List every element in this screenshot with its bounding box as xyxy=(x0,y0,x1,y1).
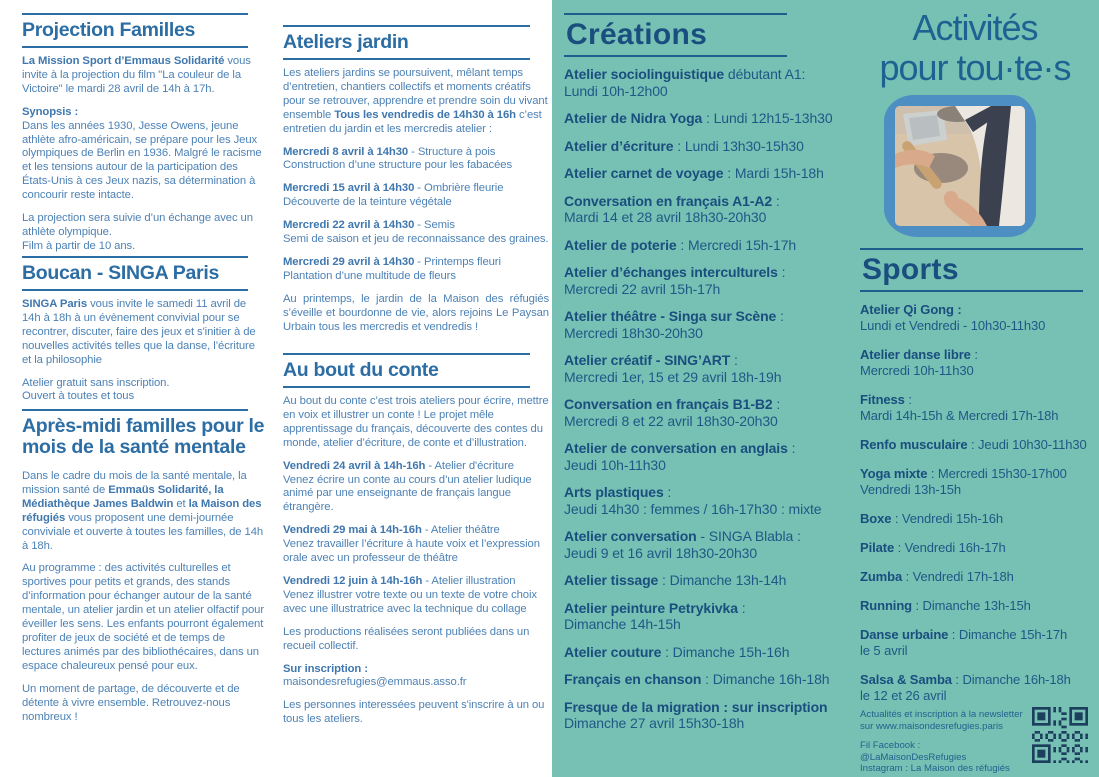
pottery-photo-illustration xyxy=(895,106,1025,226)
text: Découverte de la teinture végétale xyxy=(283,196,452,209)
newsletter-line1: Actualités et inscription à la newsletter xyxy=(860,709,1023,720)
text: Au bout du conte c’est trois ateliers pour écrire, mettre en voix et illustrer un conte ! Le projet mêle apprentissage du français, découverte des contes du monde, atelier d’écriture, de conte et d’illustration. xyxy=(283,395,549,449)
text: : xyxy=(772,396,781,412)
bold-text: la Maison des réfugiés xyxy=(22,497,262,524)
paragraph xyxy=(22,562,265,673)
text: Mercredi 18h30-20h30 xyxy=(564,324,703,341)
text: et xyxy=(173,497,189,510)
paragraph xyxy=(283,219,549,247)
flyer-section xyxy=(22,13,265,263)
text: : xyxy=(970,347,978,362)
text: : Vendredi 16h-17h xyxy=(894,540,1006,555)
bold-text: La Mission Sport d’Emmaus Solidarité xyxy=(22,55,225,67)
bold-text: Arts plastiques xyxy=(564,484,664,500)
section-heading: Après-midi familles pour le mois de la santé mentale xyxy=(22,415,265,458)
photo-frame xyxy=(884,95,1036,237)
bold-text: Boxe xyxy=(860,511,892,526)
text: : xyxy=(730,352,738,368)
sports-entry xyxy=(860,511,1088,527)
bold-text: SINGA Paris xyxy=(22,298,88,310)
section-heading: Projection Familles xyxy=(22,19,196,41)
text: Semi de saison et jeu de reconnaissance des graines. xyxy=(283,233,549,246)
text: Les ateliers jardins se poursuivent, mêlant temps d’entretien, chantiers collectifs et moments créatifs pour se retrouver, apprendre et prendre soin du vivant ensemble xyxy=(283,67,548,121)
bold-text: Atelier sociolinguistique xyxy=(564,66,725,82)
sports-entry xyxy=(860,598,1088,614)
rule-line xyxy=(22,46,248,48)
facebook-handle: Fil Facebook : @LaMaisonDesRefugies xyxy=(860,740,967,763)
text: : Mardi 15h-18h xyxy=(723,165,824,181)
rule-line xyxy=(564,55,787,57)
social-note xyxy=(860,740,1028,775)
creations-entry xyxy=(564,572,869,589)
text: c’est entretien du jardin et les mercredis atelier : xyxy=(283,108,542,135)
text: - Structure à pois xyxy=(408,145,496,158)
text: Venez écrire un conte au cours d’un atelier ludique animé par une enseignante de français langue étrangère. xyxy=(283,473,532,514)
text: Lundi et Vendredi - 10h30-11h30 xyxy=(860,318,1046,333)
creations-entry xyxy=(564,193,869,226)
text: débutant A1: xyxy=(724,66,806,82)
text: Au programme : des activités culturelles et sportives pour petits et grands, des stands d’information pour échanger autour de la santé mentale, un atelier jardin et un atelier olfactif pour éveiller les sens. Les enfants pourront également profiter de jeux de société et de temps de lectures animés par des bibliothécaires, dans un espace chaleureux pensé pour eux. xyxy=(22,562,265,672)
bold-text: Atelier d’échanges interculturels xyxy=(564,264,778,280)
section-heading: Au bout du conte xyxy=(283,359,439,381)
bold-text: Zumba xyxy=(860,569,903,584)
text: : Lundi 12h15-13h30 xyxy=(702,110,833,126)
bold-text: Fitness xyxy=(860,392,905,407)
sports-entry xyxy=(860,466,1088,498)
page-title xyxy=(850,8,1099,88)
bold-text: Atelier conversation xyxy=(564,528,697,544)
sports-entry xyxy=(860,569,1088,585)
page-title-line2: pour tou·te·s xyxy=(879,47,1071,88)
creations-entry xyxy=(564,308,869,341)
text: - Atelier d'écriture xyxy=(425,459,514,472)
paragraph xyxy=(22,298,265,368)
bold-text: Pilate xyxy=(860,540,895,555)
flyer-section xyxy=(283,353,549,736)
text: : Dimanche 13h-14h xyxy=(658,572,787,588)
creations-entry xyxy=(564,671,869,688)
text: : Vendredi 15h-16h xyxy=(891,511,1003,526)
column-left xyxy=(22,0,265,777)
creations-column xyxy=(564,0,869,777)
rule-line xyxy=(283,58,530,60)
bold-text: Salsa & Samba xyxy=(860,672,952,687)
creations-entry xyxy=(564,165,869,182)
paragraph xyxy=(283,626,549,654)
bold-text: Yoga mixte xyxy=(860,466,928,481)
creations-entry xyxy=(564,237,869,254)
text: maisondesrefugies@emmaus.asso.fr xyxy=(283,676,467,689)
section-heading-block xyxy=(283,353,549,388)
teal-panel xyxy=(552,0,1099,777)
bold-text: Mercredi 22 avril à 14h30 xyxy=(283,219,415,232)
text: Construction d’une structure pour les fabacées xyxy=(283,159,512,172)
footer xyxy=(860,707,1088,774)
text: Jeudi 14h30 : femmes / 16h-17h30 : mixte xyxy=(564,500,822,517)
text: vous proposent une demi-journée conviviale et ouverte à toutes les familles, de 14h à 18h. xyxy=(22,511,264,552)
creations-entry xyxy=(564,600,869,633)
flyer-section xyxy=(22,256,265,413)
bold-text: Atelier de poterie xyxy=(564,236,677,253)
rule-line xyxy=(22,289,248,291)
paragraph xyxy=(22,377,265,405)
right-column xyxy=(860,0,1090,777)
text: - SINGA Blabla : xyxy=(696,528,801,544)
newsletter-url: sur www.maisondesrefugies.paris xyxy=(860,720,1003,732)
text: Mardi 14h-15h & Mercredi 17h-18h xyxy=(860,408,1059,423)
creations-heading-block xyxy=(564,13,869,57)
creations-entry xyxy=(564,484,869,517)
newsletter-note xyxy=(860,709,1028,732)
flyer-section xyxy=(22,409,265,733)
text: - Printemps fleuri xyxy=(414,255,501,268)
text: Dans les années 1930, Jesse Owens, jeune athlète afro-américain, se prépare pour les Jeux olympiques de Berlin en 1936. Malgré le racisme et les tensions autour de la participation des États-Unis à ces Jeux nazis, sa détermination à concourir reste intacte. xyxy=(22,119,262,202)
sports-entry xyxy=(860,627,1088,659)
text: Les personnes interessées peuvent s'inscrire à un ou tous les ateliers. xyxy=(283,699,545,726)
creations-entry xyxy=(564,66,869,99)
bold-text: Atelier peinture Petrykivka xyxy=(564,599,738,616)
creations-entry xyxy=(564,699,869,732)
paragraph xyxy=(283,524,549,566)
bold-text: Renfo musculaire xyxy=(860,437,968,452)
paragraph xyxy=(283,395,549,451)
bold-text: Atelier danse libre xyxy=(860,347,971,362)
text: Venez travailler l’écriture à haute voix et l’expression orale avec un professeur de théâtre xyxy=(283,538,540,565)
bold-text: Conversation en français A1-A2 xyxy=(564,192,773,209)
paragraph xyxy=(283,182,549,210)
text: La projection sera suivie d’un échange avec un athlète olympique. xyxy=(22,212,253,238)
text: Mercredi 10h-11h30 xyxy=(860,363,974,378)
section-heading: Ateliers jardin xyxy=(283,31,409,53)
text: Mercredi 22 avril 15h-17h xyxy=(564,280,721,297)
flyer-section xyxy=(283,25,549,344)
text: - Atelier théâtre xyxy=(421,524,500,537)
text: Mercredi 1er, 15 et 29 avril 18h-19h xyxy=(564,368,782,385)
creations-entry xyxy=(564,644,869,661)
bold-text: Atelier Qi Gong : xyxy=(860,302,962,317)
text: Film à partir de 10 ans. xyxy=(22,239,136,252)
text: le 5 avril xyxy=(860,643,908,658)
text: Mercredi 8 et 22 avril 18h30-20h30 xyxy=(564,412,778,429)
paragraph xyxy=(283,663,549,691)
text: : Dimanche 16h-18h xyxy=(701,671,830,687)
creations-entry xyxy=(564,110,869,127)
sports-heading-block xyxy=(860,248,1088,292)
text: : Dimanche 15h-17h xyxy=(948,627,1068,642)
bold-text: Conversation en français B1-B2 xyxy=(564,396,773,412)
text: : Jeudi 10h30-11h30 xyxy=(967,437,1087,452)
text: : Mercredi 15h30-17h00 xyxy=(927,466,1067,481)
bold-text: Sur inscription : xyxy=(283,662,368,675)
text: Lundi 10h-12h00 xyxy=(564,82,668,99)
bold-text: Mercredi 29 avril à 14h30 xyxy=(283,255,415,268)
paragraph xyxy=(22,683,265,725)
section-heading-block xyxy=(283,25,549,60)
bold-text: Atelier de conversation en anglais xyxy=(564,440,788,456)
text: Vendredi 13h-15h xyxy=(860,482,962,497)
text: Mardi 14 et 28 avril 18h30-20h30 xyxy=(564,209,767,225)
bold-text: Tous les vendredis de 14h30 à 16h xyxy=(334,108,516,121)
text: Un moment de partage, de découverte et de détente à vivre ensemble. Retrouvez-nous nombreux ! xyxy=(22,682,240,723)
text: - Atelier illustration xyxy=(422,574,516,587)
sports-entry xyxy=(860,302,1088,334)
sports-entry xyxy=(860,392,1088,424)
paragraph xyxy=(22,470,265,553)
sports-entry xyxy=(860,540,1088,556)
bold-text: Mercredi 8 avril à 14h30 xyxy=(283,145,409,158)
paragraph xyxy=(283,575,549,617)
sports-section xyxy=(860,248,1088,717)
bold-text: Atelier carnet de voyage xyxy=(564,165,724,181)
text: : Dimanche 13h-15h xyxy=(912,598,1031,613)
footer-text xyxy=(860,709,1028,777)
text: Ouvert à toutes et tous xyxy=(22,390,134,403)
text: Atelier gratuit sans inscription. xyxy=(22,376,170,389)
text: : xyxy=(776,308,784,324)
page-title-line1: Activités xyxy=(912,7,1038,48)
creations-entry xyxy=(564,528,869,561)
bold-text: Atelier couture xyxy=(564,643,662,660)
section-heading: Boucan - SINGA Paris xyxy=(22,262,219,284)
text: : xyxy=(772,192,780,209)
bold-text: Atelier créatif - SING’ART xyxy=(564,352,731,368)
bold-text: Running xyxy=(860,598,913,613)
sports-entry xyxy=(860,437,1088,453)
sports-heading: Sports xyxy=(862,253,959,286)
creations-entry xyxy=(564,396,869,429)
bold-text: Vendredi 24 avril à 14h-16h xyxy=(283,459,426,472)
text: Dans le cadre du mois de la santé mentale, la mission santé de xyxy=(22,470,247,496)
text: Dimanche 14h-15h xyxy=(564,616,681,632)
text: Au printemps, le jardin de la Maison des réfugiés s’éveille et bourdonne de vie, alors rejoins Le Paysan Urbain tous les mercredis et vendredis ! xyxy=(283,292,549,333)
text: : Vendredi 17h-18h xyxy=(902,569,1014,584)
text: Les productions réalisées seront publiées dans un recueil collectif. xyxy=(283,625,530,652)
text: : xyxy=(737,599,746,616)
column-middle xyxy=(283,0,549,777)
paragraph xyxy=(283,293,549,335)
instagram-handle: Instagram : La Maison des réfugiés xyxy=(860,763,1010,774)
paragraph xyxy=(283,256,549,284)
paragraph xyxy=(283,146,549,174)
bold-text: Danse urbaine xyxy=(860,627,949,642)
creations-entry xyxy=(564,352,869,385)
bold-text: Synopsis : xyxy=(22,105,79,118)
text: Dimanche 27 avril 15h30-18h xyxy=(564,715,745,731)
bold-text: Atelier tissage xyxy=(564,572,659,588)
rule-line xyxy=(283,386,530,388)
bold-text: Vendredi 29 mai à 14h-16h xyxy=(283,524,422,537)
text: : Dimanche 16h-18h xyxy=(951,672,1071,687)
paragraph xyxy=(283,460,549,516)
text: : Dimanche 15h-16h xyxy=(661,643,790,660)
text: le 12 et 26 avril xyxy=(860,688,947,703)
sports-entry xyxy=(860,347,1088,379)
text: : xyxy=(787,440,796,456)
text: : xyxy=(777,264,786,280)
text: : xyxy=(904,392,912,407)
text: - Semis xyxy=(414,219,455,232)
creations-entry xyxy=(564,138,869,155)
bold-text: Atelier de Nidra Yoga xyxy=(564,110,703,126)
creations-entry xyxy=(564,440,869,473)
text: Jeudi 10h-11h30 xyxy=(564,456,666,473)
text: : Lundi 13h30-15h30 xyxy=(673,137,804,154)
text: Plantation d’une multitude de fleurs xyxy=(283,269,456,282)
paragraph xyxy=(22,55,265,97)
paragraph xyxy=(283,67,549,137)
bold-text: Atelier théâtre - Singa sur Scène xyxy=(564,308,777,324)
text: Venez illustrer votre texte ou un texte de votre choix avec une illustratrice avec la technique du collage xyxy=(283,588,537,615)
paragraph xyxy=(22,212,265,254)
bold-text: Vendredi 12 juin à 14h-16h xyxy=(283,574,423,587)
bold-text: Fresque de la migration : sur inscription xyxy=(564,698,828,715)
text: : Mercredi 15h-17h xyxy=(676,236,797,253)
sports-entry xyxy=(860,672,1088,704)
paragraph xyxy=(283,699,549,727)
text: - Ombrière fleurie xyxy=(414,182,504,195)
creations-heading: Créations xyxy=(566,18,708,51)
sports-list xyxy=(860,302,1088,704)
bold-text: Français en chanson xyxy=(564,671,702,687)
rule-line xyxy=(860,290,1083,292)
text: : xyxy=(663,484,672,500)
paragraph xyxy=(22,106,265,203)
creations-entry xyxy=(564,264,869,297)
bold-text: Emmaüs Solidarité, la Médiathèque James Baldwin xyxy=(22,483,224,510)
section-heading-block xyxy=(22,409,265,463)
bold-text: Atelier d’écriture xyxy=(564,137,674,154)
text: vous invite à la projection du film "La couleur de la Victoire" le mardi 28 avril de 14h à 17h. xyxy=(22,55,251,95)
bold-text: Mercredi 15 avril à 14h30 xyxy=(283,182,415,195)
text: vous invite le samedi 11 avril de 14h à 18h à un évènement convivial pour se recontrer, discuter, faire des jeux et s'initier à de nouvelles activités telles que la danse, l’écriture et la philosophie xyxy=(22,298,256,366)
qr-code-icon xyxy=(1032,707,1088,763)
text: Jeudi 9 et 16 avril 18h30-20h30 xyxy=(564,544,758,561)
section-heading-block xyxy=(22,13,265,48)
section-heading-block xyxy=(22,256,265,291)
creations-list xyxy=(564,66,869,732)
